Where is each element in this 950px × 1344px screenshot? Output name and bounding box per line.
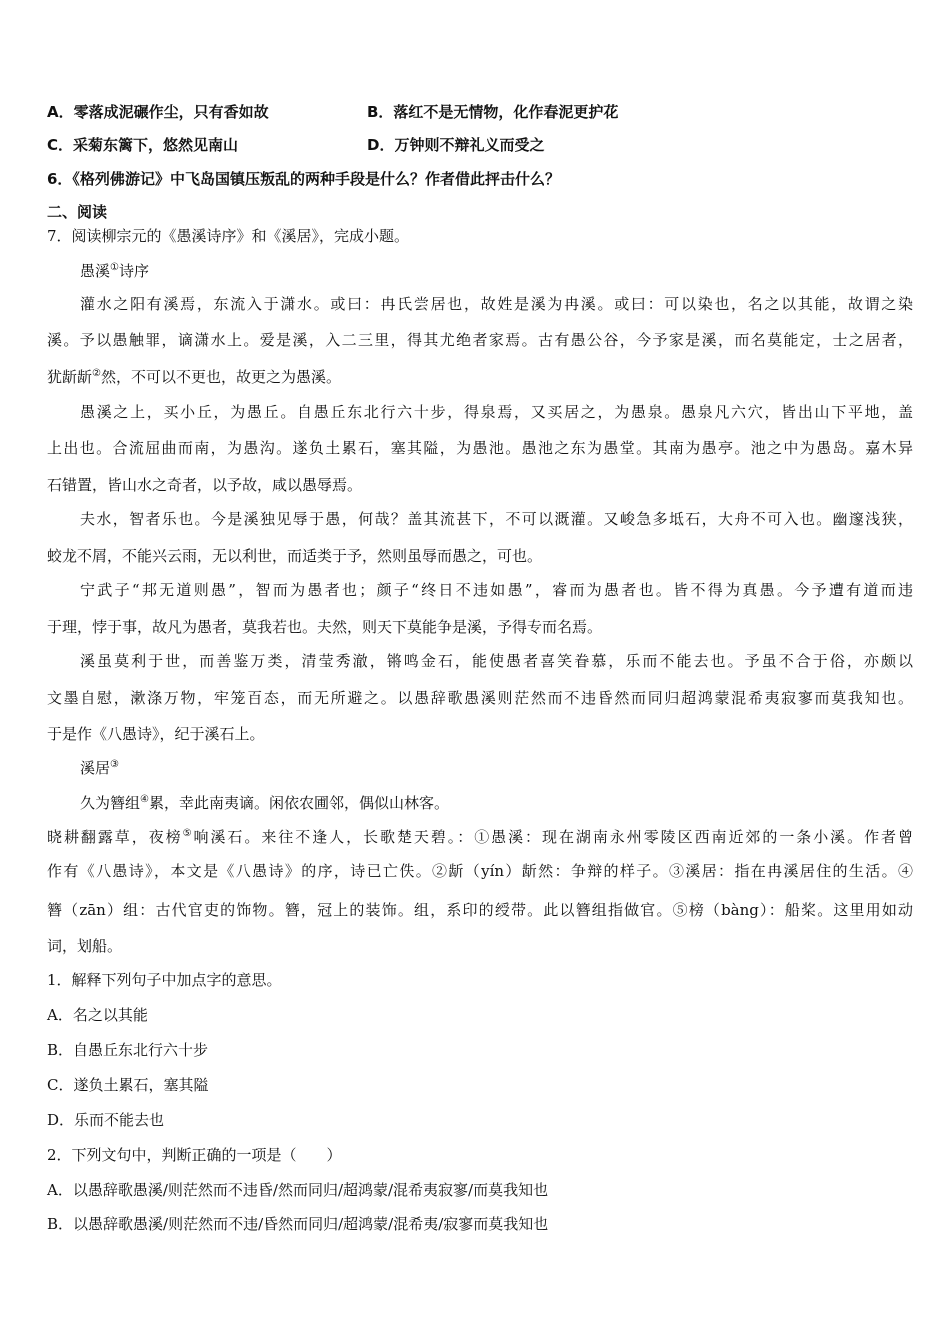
passage-line: 溪。予以愚触罪，谪潇水上。爱是溪，入二三里，得其尤绝者家焉。古有愚公谷，今予家是溪，而名莫能定，士之居者，	[47, 331, 913, 349]
sub1-option-d: D．乐而不能去也	[47, 1111, 165, 1129]
footnote-mark: ④	[140, 794, 149, 805]
passage-line: 犹龂龂②然，不可以不更也，故更之为愚溪。	[47, 368, 341, 386]
passage-line: 文墨自慰，漱涤万物，牢笼百态，而无所避之。以愚辞歌愚溪则茫然而不违昏然而同归超鸿蒙混希夷寂寥而莫我知也。	[47, 689, 913, 707]
section-title: 二、阅读	[47, 203, 108, 221]
passage-line: 溪虽莫利于世，而善鉴万类，清莹秀澈，锵鸣金石，能使愚者喜笑眷慕，乐而不能去也。予虽不合于俗，亦颇以	[80, 652, 913, 670]
sub1-option-b: B．自愚丘东北行六十步	[47, 1041, 209, 1059]
q5-option-c: C．采菊东篱下，悠然见南山	[47, 136, 239, 154]
passage-line: 愚溪之上，买小丘，为愚丘。自愚丘东北行六十步，得泉焉，又买居之，为愚泉。愚泉凡六穴，皆出山下平地，盖	[80, 403, 913, 421]
q5-option-a: A．零落成泥碾作尘，只有香如故	[47, 103, 269, 121]
sub-question-2: 2．下列文句中，判断正确的一项是（ ）	[47, 1146, 342, 1164]
passage-line: 宁武子“邦无道则愚”，智而为愚者也；颜子“终日不违如愚”，睿而为愚者也。皆不得为真愚。今予遭有道而违	[80, 581, 913, 599]
poem2-line-2-with-notes: 晓耕翻露草，夜榜⑤响溪石。来往不逢人，长歌楚天碧。：①愚溪：现在湖南永州零陵区西南近郊的一条小溪。作者曾	[47, 828, 913, 846]
footnote-mark: ②	[92, 368, 101, 379]
passage-line: 灌水之阳有溪焉，东流入于潇水。或曰：冉氏尝居也，故姓是溪为冉溪。或曰：可以染也，名之以其能，故谓之染	[80, 295, 913, 313]
footnote-mark: ⑤	[182, 828, 194, 839]
sub-question-1: 1．解释下列句子中加点字的意思。	[47, 971, 282, 989]
notes-line: 词，划船。	[47, 937, 123, 955]
notes-line: 簪（zān）组：古代官吏的饰物。簪，冠上的装饰。组，系印的绶带。此以簪组指做官。⑤榜（bàng）：船桨。这里用如动	[47, 901, 913, 919]
sub1-option-c: C．遂负土累石，塞其隘	[47, 1076, 209, 1094]
q5-option-row-2	[47, 135, 545, 155]
passage-line: 于是作《八愚诗》，纪于溪石上。	[47, 725, 265, 743]
sub1-option-a: A．名之以其能	[47, 1006, 148, 1024]
notes-line: 作有《八愚诗》，本文是《八愚诗》的序，诗已亡佚。②龂（yín）龂然：争辩的样子。③溪居：指在冉溪居住的生活。④	[47, 862, 913, 880]
poem1-title: 愚溪①诗序	[80, 262, 149, 280]
q5-option-d: D．万钟则不辩礼义而受之	[367, 136, 545, 154]
passage-line: 于理，悖于事，故凡为愚者，莫我若也。夫然，则天下莫能争是溪，予得专而名焉。	[47, 618, 603, 636]
question-7-intro: 7．阅读柳宗元的《愚溪诗序》和《溪居》，完成小题。	[47, 227, 410, 245]
q5-option-row-1	[47, 102, 619, 122]
sub2-option-a: A．以愚辞歌愚溪/则茫然而不违昏/然而同归/超鸿蒙/混希夷寂寥/而莫我知也	[47, 1181, 549, 1199]
passage-line: 夫水，智者乐也。今是溪独见辱于愚，何哉？盖其流甚下，不可以溉灌。又峻急多坻石，大舟不可入也。幽邃浅狭，	[80, 510, 913, 528]
sub2-option-b: B．以愚辞歌愚溪/则茫然而不违/昏然而同归/超鸿蒙/混希夷/寂寥而莫我知也	[47, 1215, 549, 1233]
passage-line: 上出也。合流屈曲而南，为愚沟。遂负土累石，塞其隘，为愚池。愚池之东为愚堂。其南为愚亭。池之中为愚岛。嘉木异	[47, 439, 913, 457]
passage-line: 蛟龙不屑，不能兴云雨，无以利世，而适类于予，然则虽辱而愚之，可也。	[47, 547, 543, 565]
question-6: 6．《格列佛游记》中飞岛国镇压叛乱的两种手段是什么？作者借此抨击什么？	[47, 170, 560, 188]
passage-line: 石错置，皆山水之奇者，以予故，咸以愚辱焉。	[47, 476, 363, 494]
q5-option-b: B．落红不是无情物，化作春泥更护花	[367, 103, 619, 121]
footnote-mark: ③	[110, 759, 119, 770]
poem2-line-1: 久为簪组④累，幸此南夷谪。闲依农圃邻，偶似山林客。	[80, 794, 449, 812]
poem2-title: 溪居③	[80, 759, 119, 777]
footnote-mark: ①	[110, 262, 119, 273]
